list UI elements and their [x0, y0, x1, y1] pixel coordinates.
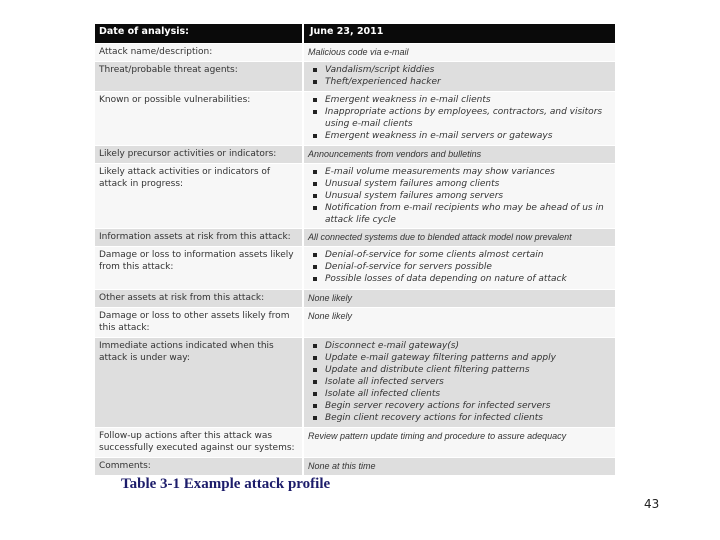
row-label: Likely precursor activities or indicators:: [95, 146, 304, 163]
row-value: All connected systems due to blended attack model now prevalent: [308, 232, 572, 242]
bullet-item: Begin server recovery actions for infected servers: [325, 400, 609, 412]
bullet-list: [310, 166, 609, 226]
bullet-item: Vandalism/script kiddies: [325, 64, 609, 76]
row-label: Follow-up actions after this attack was successfully executed against our systems:: [95, 428, 304, 457]
header-label: Date of analysis:: [95, 24, 304, 43]
row-value: [304, 338, 615, 427]
table-row: [95, 290, 615, 308]
row-label: Known or possible vulnerabilities:: [95, 92, 304, 145]
table-row: [95, 308, 615, 338]
header-value: June 23, 2011: [310, 26, 384, 37]
table-row: [95, 92, 615, 146]
row-label: Information assets at risk from this attack:: [95, 229, 304, 246]
bullet-item: Emergent weakness in e-mail clients: [325, 94, 609, 106]
table-row: [95, 247, 615, 290]
row-value: [304, 164, 615, 228]
bullet-item: Denial-of-service for some clients almost certain: [325, 249, 609, 261]
table-row: [95, 146, 615, 164]
bullet-item: Begin client recovery actions for infected clients: [325, 412, 609, 424]
table-row: [95, 229, 615, 247]
table-row: [95, 62, 615, 92]
row-value: [304, 62, 615, 91]
attack-profile-table: [95, 24, 615, 476]
row-value: Review pattern update timing and procedure to assure adequacy: [308, 431, 567, 441]
row-label: Damage or loss to information assets likely from this attack:: [95, 247, 304, 289]
bullet-item: Theft/experienced hacker: [325, 76, 609, 88]
table-row: [95, 458, 615, 476]
row-label: Attack name/description:: [95, 44, 304, 61]
bullet-item: Update and distribute client filtering patterns: [325, 364, 609, 376]
table-caption: Table 3-1 Example attack profile: [121, 476, 331, 492]
row-label: Damage or loss to other assets likely from this attack:: [95, 308, 304, 337]
row-label: Threat/probable threat agents:: [95, 62, 304, 91]
bullet-list: [310, 64, 609, 88]
bullet-item: Isolate all infected servers: [325, 376, 609, 388]
bullet-list: [310, 249, 609, 285]
bullet-item: Notification from e-mail recipients who may be ahead of us in attack life cycle: [325, 202, 609, 226]
bullet-list: [310, 340, 609, 424]
row-label: Likely attack activities or indicators of attack in progress:: [95, 164, 304, 228]
table-row: [95, 164, 615, 229]
bullet-item: Possible losses of data depending on nature of attack: [325, 273, 609, 285]
page-number: 43: [644, 497, 660, 511]
bullet-item: Unusual system failures among clients: [325, 178, 609, 190]
bullet-item: Inappropriate actions by employees, contractors, and visitors using e-mail clients: [325, 106, 609, 130]
bullet-item: Unusual system failures among servers: [325, 190, 609, 202]
row-label: Immediate actions indicated when this attack is under way:: [95, 338, 304, 427]
row-value: [304, 92, 615, 145]
bullet-item: Disconnect e-mail gateway(s): [325, 340, 609, 352]
row-value: Malicious code via e-mail: [308, 47, 409, 57]
row-label: Other assets at risk from this attack:: [95, 290, 304, 307]
row-value: None at this time: [308, 461, 376, 471]
row-value: [304, 247, 615, 289]
row-value: None likely: [308, 311, 353, 321]
bullet-list: [310, 94, 609, 142]
table-row: [95, 44, 615, 62]
row-value: Announcements from vendors and bulletins: [308, 149, 482, 159]
bullet-item: Denial-of-service for servers possible: [325, 261, 609, 273]
table-row: [95, 338, 615, 428]
table-row: [95, 428, 615, 458]
row-label: Comments:: [95, 458, 304, 475]
bullet-item: Update e-mail gateway filtering patterns and apply: [325, 352, 609, 364]
bullet-item: Isolate all infected clients: [325, 388, 609, 400]
table-header-row: [95, 24, 615, 44]
bullet-item: E-mail volume measurements may show variances: [325, 166, 609, 178]
row-value: None likely: [308, 293, 353, 303]
bullet-item: Emergent weakness in e-mail servers or gateways: [325, 130, 609, 142]
